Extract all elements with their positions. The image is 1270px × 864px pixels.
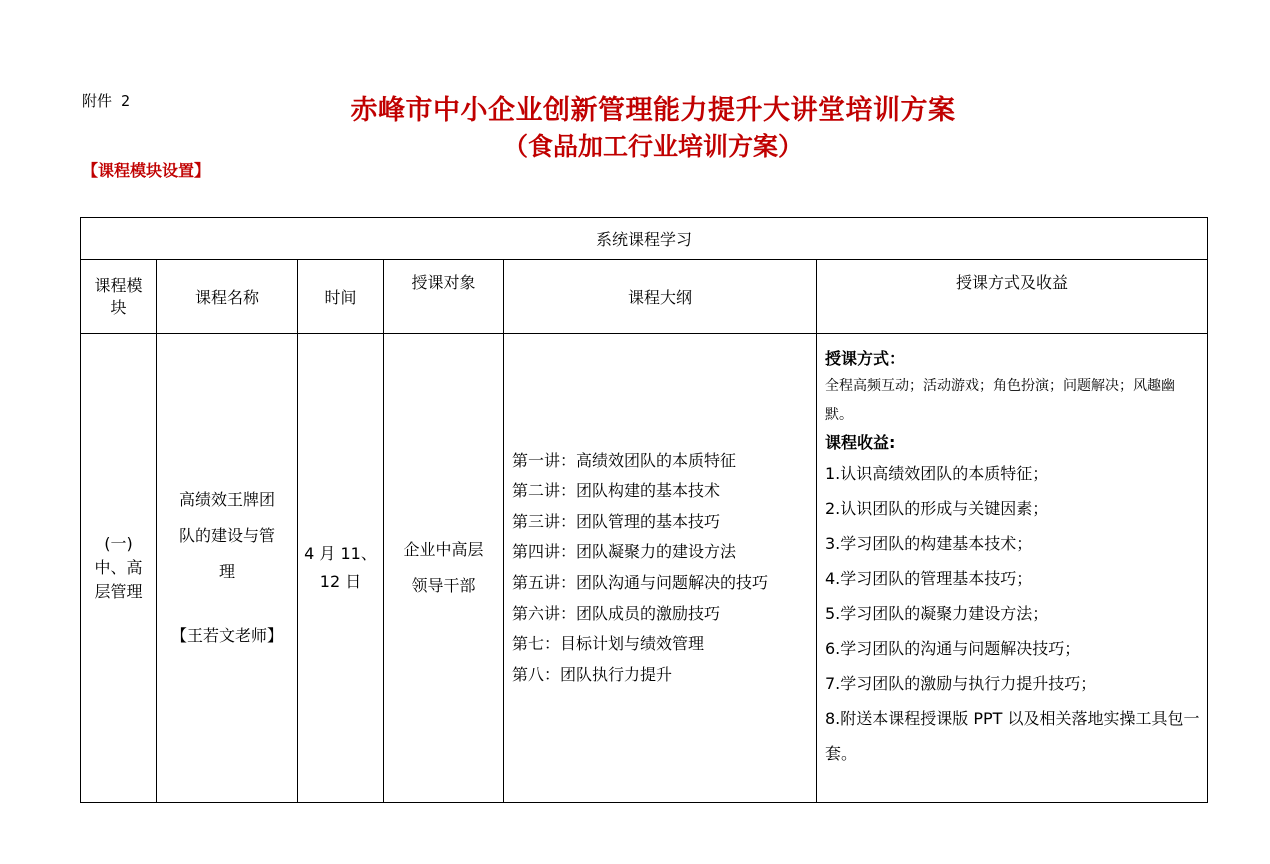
- module-line: 层管理: [94, 582, 143, 601]
- time-line: 12 日: [319, 572, 362, 591]
- col-header-target: 授课对象: [384, 260, 504, 334]
- target-cell: [384, 334, 504, 803]
- col-header-method-benefit: 授课方式及收益: [817, 260, 1208, 334]
- outline-item: 第六讲：团队成员的激励技巧: [512, 603, 721, 623]
- benefit-label: 课程收益:: [825, 433, 896, 452]
- outline-cell: [504, 334, 817, 803]
- target-line: 企业中高层: [403, 540, 484, 559]
- time-cell: [298, 334, 384, 803]
- course-name-line: 高绩效王牌团: [178, 490, 275, 509]
- benefit-item: 7.学习团队的激励与执行力提升技巧；: [825, 674, 1097, 693]
- method-benefit-cell: [817, 334, 1208, 803]
- method-label: 授课方式：: [825, 349, 906, 368]
- outline-item: 第五讲：团队沟通与问题解决的技巧: [512, 573, 769, 592]
- table-row: [81, 334, 1208, 803]
- col-header-time: 时间: [298, 260, 384, 334]
- module-cell: [81, 334, 157, 803]
- outline-item: 第四讲：团队凝聚力的建设方法: [512, 542, 737, 562]
- course-name-line: 队的建设与管: [178, 526, 275, 545]
- benefit-item: 8.附送本课程授课版 PPT 以及相关落地实操工具包一套。: [825, 709, 1200, 763]
- table-header-row: [81, 260, 1208, 334]
- col-header-course-name: 课程名称: [157, 260, 298, 334]
- outline-item: 第八：团队执行力提升: [512, 664, 673, 684]
- module-line: (一): [104, 534, 133, 553]
- time-line: 4 月 11、: [304, 544, 377, 563]
- table-banner: 系统课程学习: [81, 218, 1208, 260]
- target-line: 领导干部: [411, 576, 476, 595]
- method-text: 全程高频互动；活动游戏；角色扮演；问题解决；风趣幽默。: [825, 378, 1175, 423]
- attachment-label: 附件 2: [82, 92, 131, 110]
- benefit-item: 2.认识团队的形成与关键因素；: [825, 499, 1049, 518]
- col-header-module: 课程模块: [81, 260, 157, 334]
- benefit-item: 1.认识高绩效团队的本质特征；: [825, 464, 1049, 483]
- document-subtitle: （食品加工行业培训方案）: [502, 132, 803, 161]
- course-name-line: 理: [218, 562, 235, 581]
- document-title: 赤峰市中小企业创新管理能力提升大讲堂培训方案: [350, 95, 956, 126]
- outline-item: 第七：目标计划与绩效管理: [512, 634, 705, 654]
- outline-item: 第二讲：团队构建的基本技术: [512, 481, 721, 501]
- benefit-item: 5.学习团队的凝聚力建设方法；: [825, 604, 1049, 623]
- outline-item: 第三讲：团队管理的基本技巧: [512, 511, 721, 531]
- col-header-outline: 课程大纲: [504, 260, 817, 334]
- benefit-item: 4.学习团队的管理基本技巧；: [825, 569, 1033, 588]
- section-label: 【课程模块设置】: [82, 161, 211, 180]
- outline-item: 第一讲：高绩效团队的本质特征: [512, 450, 737, 470]
- benefit-item: 3.学习团队的构建基本技术；: [825, 534, 1033, 553]
- course-name-cell: [157, 334, 298, 803]
- teacher-name: 【王若文老师】: [170, 626, 283, 645]
- benefit-item: 6.学习团队的沟通与问题解决技巧；: [825, 639, 1081, 658]
- module-line: 中、高: [94, 558, 143, 577]
- course-table: [80, 217, 1208, 803]
